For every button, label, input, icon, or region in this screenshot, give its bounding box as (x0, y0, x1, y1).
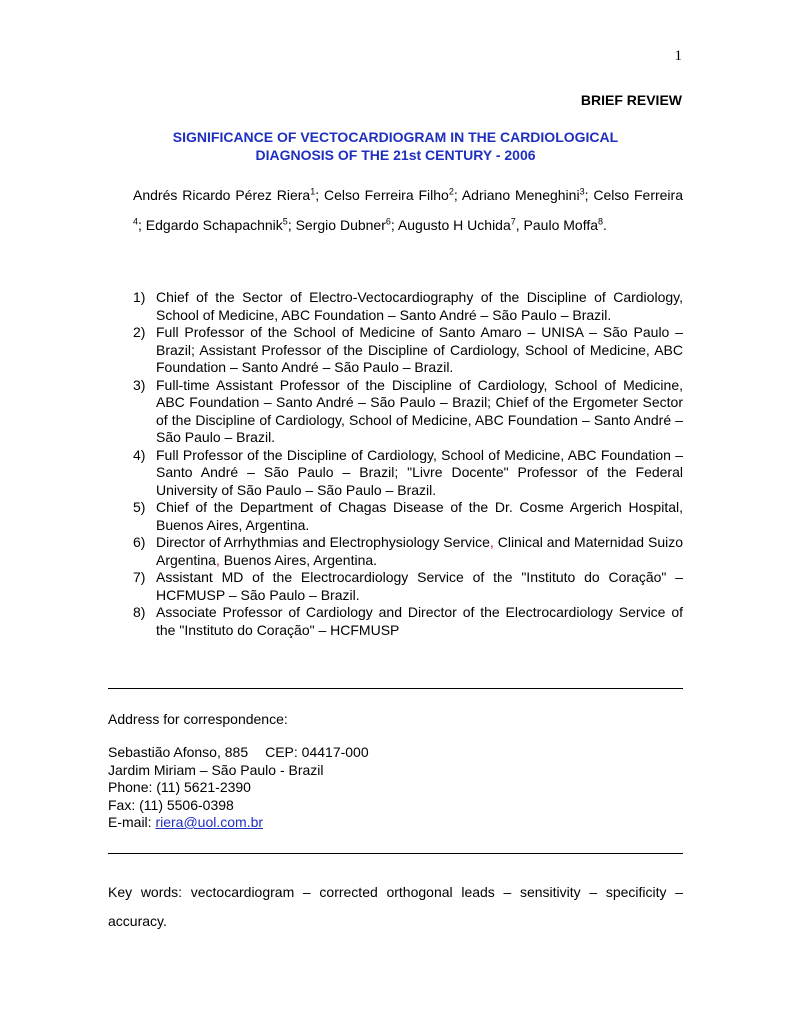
affiliation-item (133, 499, 683, 534)
divider (108, 688, 683, 689)
affiliation-number: 1) (133, 289, 146, 305)
affiliation-text: Director of Arrhythmias and Electrophysiology Service, Clinical and Maternidad Suizo Argentina, Buenos Aires, Argentina. (156, 534, 683, 568)
address-fax: Fax: (11) 5506-0398 (108, 796, 234, 813)
author-affil-mark: 2 (448, 186, 454, 197)
author-name: Edgardo Schapachnik (145, 217, 283, 233)
affiliation-number: 5) (133, 499, 146, 515)
affiliation-number: 7) (133, 569, 146, 585)
affiliation-text: Full Professor of the Discipline of Cardiology, School of Medicine, ABC Foundation – Santo André – São Paulo – Brazil; "Livre Docente" Professor of the Federal University of São Paulo – São Paulo – Brazil. (156, 446, 683, 498)
address-phone: Phone: (11) 5621-2390 (108, 779, 251, 795)
author-separator: . (603, 217, 607, 233)
email-link[interactable]: riera@uol.com.br (155, 814, 264, 830)
affiliation-number: 2) (133, 324, 146, 340)
author-separator: ; (287, 217, 296, 233)
affiliation-text: Chief of the Department of Chagas Disease of the Dr. Cosme Argerich Hospital, Buenos Aires, Argentina. (156, 499, 683, 533)
section-label: BRIEF REVIEW (580, 92, 682, 108)
red-comma: , (489, 534, 494, 550)
affiliation-item (133, 534, 683, 569)
affiliation-item (133, 447, 683, 500)
affiliation-item (133, 569, 683, 604)
author-separator: , (515, 217, 524, 233)
affiliation-item (133, 289, 683, 324)
affiliation-item (133, 324, 683, 377)
page-number: 1 (674, 48, 682, 64)
author-separator: ; (138, 217, 146, 233)
affiliation-number: 3) (133, 376, 146, 393)
affiliation-number: 8) (133, 604, 146, 620)
divider (108, 853, 683, 854)
affiliation-item (133, 377, 683, 447)
author-affil-mark: 7 (510, 216, 516, 227)
title-line-2: DIAGNOSIS OF THE 21st CENTURY - 2006 (255, 147, 536, 163)
red-comma: , (215, 551, 220, 568)
author-name: Celso Ferreira Filho (323, 187, 449, 203)
correspondence-heading: Address for correspondence: (108, 711, 288, 727)
address-email-line (108, 814, 369, 832)
author-list (133, 180, 683, 240)
author-name: Andrés Ricardo Pérez Riera (133, 187, 311, 203)
title-line-1: SIGNIFICANCE OF VECTOCARDIOGRAM IN THE CARDIOLOGICAL (172, 129, 619, 145)
address-cep: CEP: 04417-000 (265, 744, 369, 760)
author-name: Augusto H Uchida (397, 217, 511, 233)
address-city: Jardim Miriam – São Paulo - Brazil (108, 761, 324, 778)
address-street: Sebastião Afonso, 885 (108, 744, 249, 760)
paper-title (108, 128, 683, 164)
affiliation-text: Chief of the Sector of Electro-Vectocardiography of the Discipline of Cardiology, School of Medicine, ABC Foundation – Santo André – São Paulo – Brazil. (156, 289, 683, 323)
author-affil-mark: 5 (282, 216, 288, 227)
author-name: Celso Ferreira (593, 187, 683, 203)
affiliation-list (133, 289, 683, 639)
author-affil-mark: 3 (579, 186, 585, 197)
email-label: E-mail: (108, 814, 156, 830)
correspondence-address (108, 744, 369, 832)
author-name: Adriano Meneghini (461, 187, 580, 203)
author-separator: ; (584, 187, 594, 203)
affiliation-text: Full Professor of the School of Medicine of Santo Amaro – UNISA – São Paulo – Brazil; Assistant Professor of the Discipline of Cardiology, School of Medicine, ABC Foundation – Santo André – São Paulo – Brazil. (156, 324, 683, 375)
affiliation-number: 6) (133, 534, 146, 550)
author-separator: ; (315, 187, 324, 203)
affiliation-number: 4) (133, 446, 146, 463)
author-affil-mark: 1 (310, 186, 316, 197)
affiliation-text: Assistant MD of the Electrocardiology Service of the "Instituto do Coração" – HCFMUSP – São Paulo – Brazil. (156, 569, 683, 603)
author-separator: ; (453, 187, 462, 203)
keywords: Key words: vectocardiogram – corrected orthogonal leads – sensitivity – specificity – accuracy. (108, 884, 683, 929)
author-name: Paulo Moffa (523, 217, 599, 233)
author-separator: ; (390, 217, 398, 233)
author-name: Sergio Dubner (295, 217, 386, 233)
author-affil-mark: 4 (133, 216, 139, 227)
author-affil-mark: 6 (385, 216, 391, 227)
address-street-line (108, 744, 369, 762)
author-affil-mark: 8 (598, 216, 604, 227)
affiliation-text: Associate Professor of Cardiology and Director of the Electrocardiology Service of the "Instituto do Coração" – HCFMUSP (156, 604, 683, 638)
affiliation-item (133, 604, 683, 639)
affiliation-text: Full-time Assistant Professor of the Discipline of Cardiology, School of Medicine, ABC Foundation – Santo André – São Paulo – Brazil; Chief of the Ergometer Sector of the Discipline of Cardiology, School of Medicine, ABC Foundation – Santo André – São Paulo – Brazil. (156, 376, 683, 445)
